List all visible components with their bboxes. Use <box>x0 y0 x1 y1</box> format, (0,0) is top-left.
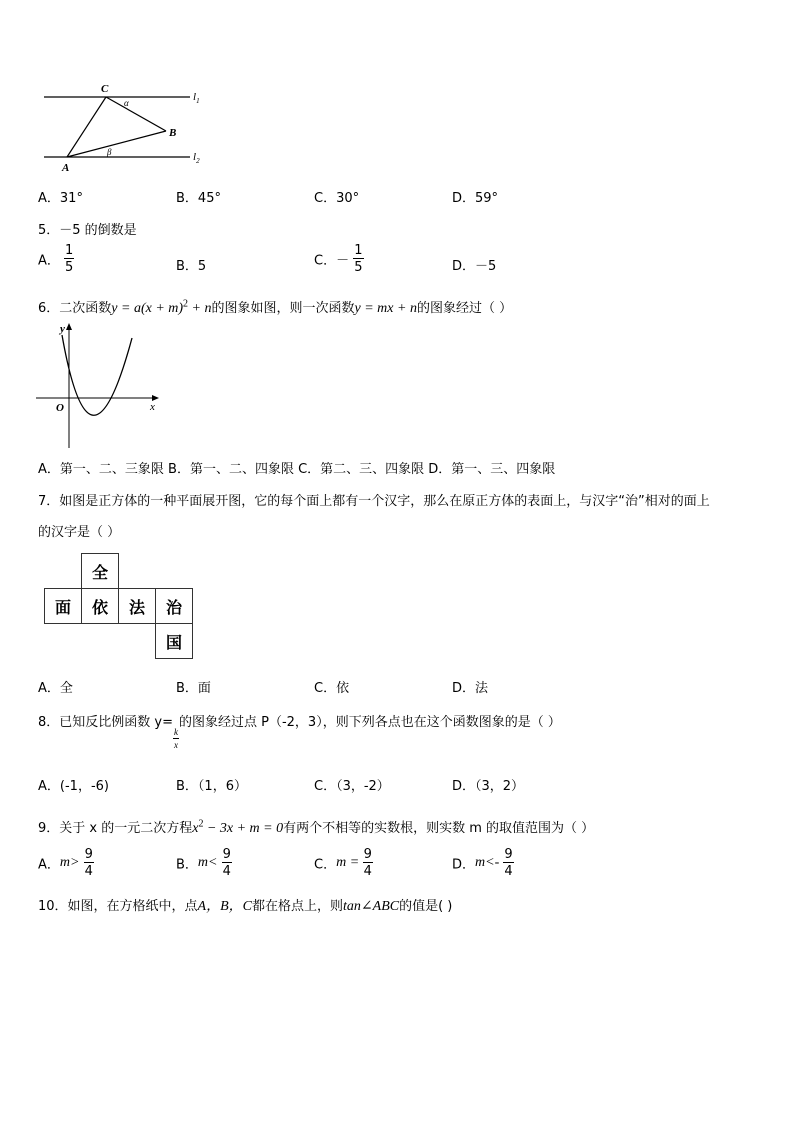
y-axis-label: y <box>60 323 65 335</box>
label-b: B <box>169 127 177 139</box>
net-cell-fa: 法 <box>118 588 156 624</box>
q5-option-a[interactable]: A． $\frac{1}{5}$ <box>38 243 74 275</box>
q7-option-a[interactable]: A．全 <box>38 681 73 696</box>
parabola <box>62 335 132 415</box>
net-cell-quan: 全 <box>81 553 119 589</box>
q8-stem: 8．已知反比例函数 y= $\frac{k}{x}$ 的图象经过点 P（-2，3），则下列各点也在这个函数图象的是（ ） <box>38 715 561 750</box>
q7-stem-line1: 7．如图是正方体的一种平面展开图，它的每个面上都有一个汉字，那么在原正方体的表面上，与汉字“治”相对的面上 <box>38 494 710 509</box>
q6-options[interactable]: A．第一、二、三象限 B．第一、二、四象限 C．第二、三、四象限 D．第一、三、四象限 <box>38 462 556 477</box>
q7-option-b[interactable]: B．面 <box>176 681 211 696</box>
net-cell-yi: 依 <box>81 588 119 624</box>
q5-stem: 5．－5 的倒数是 <box>38 223 137 238</box>
q5-option-d[interactable]: D．－5 <box>452 259 497 274</box>
q9-option-c[interactable]: C．m = $\frac{9}{4}$ <box>314 847 372 879</box>
q7-option-c[interactable]: C．依 <box>314 681 350 696</box>
q4-option-a[interactable]: A．31° <box>38 191 83 206</box>
q9-stem: 9．关于 x 的一元二次方程$x^2 - 3x + m = 0$有两个不相等的实数根，则实数 m 的取值范围为（ ） <box>38 818 595 836</box>
q4-figure <box>40 78 220 178</box>
q7-option-d[interactable]: D．法 <box>452 681 489 696</box>
q9-option-a[interactable]: A．m> $\frac{9}{4}$ <box>38 847 93 879</box>
label-l2: $l_2$ <box>193 151 200 165</box>
q5-option-b[interactable]: B．5 <box>176 259 207 274</box>
q4-option-b[interactable]: B．45° <box>176 191 221 206</box>
segment-cb <box>106 97 166 131</box>
label-c: C <box>101 83 109 95</box>
q8-option-b[interactable]: B．（1，6） <box>176 779 247 794</box>
q8-option-c[interactable]: C．（3，-2） <box>314 779 390 794</box>
net-cell-zhi: 治 <box>155 588 193 624</box>
q7-stem-line2: 的汉字是（ ） <box>38 525 121 540</box>
label-beta: β <box>107 147 112 157</box>
q4-option-d[interactable]: D．59° <box>452 191 499 206</box>
label-alpha: α <box>124 98 129 108</box>
y-axis-arrow <box>66 323 72 330</box>
q10-stem: 10．如图，在方格纸中，点A，B，C都在格点上，则tan∠ABC的值是( ) <box>38 899 453 914</box>
x-axis-label: x <box>150 401 155 413</box>
q9-option-d[interactable]: D．m<- $\frac{9}{4}$ <box>452 847 513 879</box>
q5-option-c[interactable]: C．－ $\frac{1}{5}$ <box>314 243 363 275</box>
q9-option-b[interactable]: B．m< $\frac{9}{4}$ <box>176 847 231 879</box>
q6-stem: 6．二次函数$y = a(x + m)^2 + n$的图象如图，则一次函数y = mx + n的图象经过（ ） <box>38 298 513 316</box>
label-l1: $l_1$ <box>193 91 200 105</box>
q4-option-c[interactable]: C．30° <box>314 191 360 206</box>
label-a: A <box>62 162 70 174</box>
q6-graph <box>34 320 164 450</box>
origin-label: O <box>56 402 64 414</box>
net-cell-guo: 国 <box>155 623 193 659</box>
net-cell-mian: 面 <box>44 588 82 624</box>
q8-option-d[interactable]: D．（3，2） <box>452 779 525 794</box>
q8-option-a[interactable]: A．(-1，-6) <box>38 779 109 794</box>
